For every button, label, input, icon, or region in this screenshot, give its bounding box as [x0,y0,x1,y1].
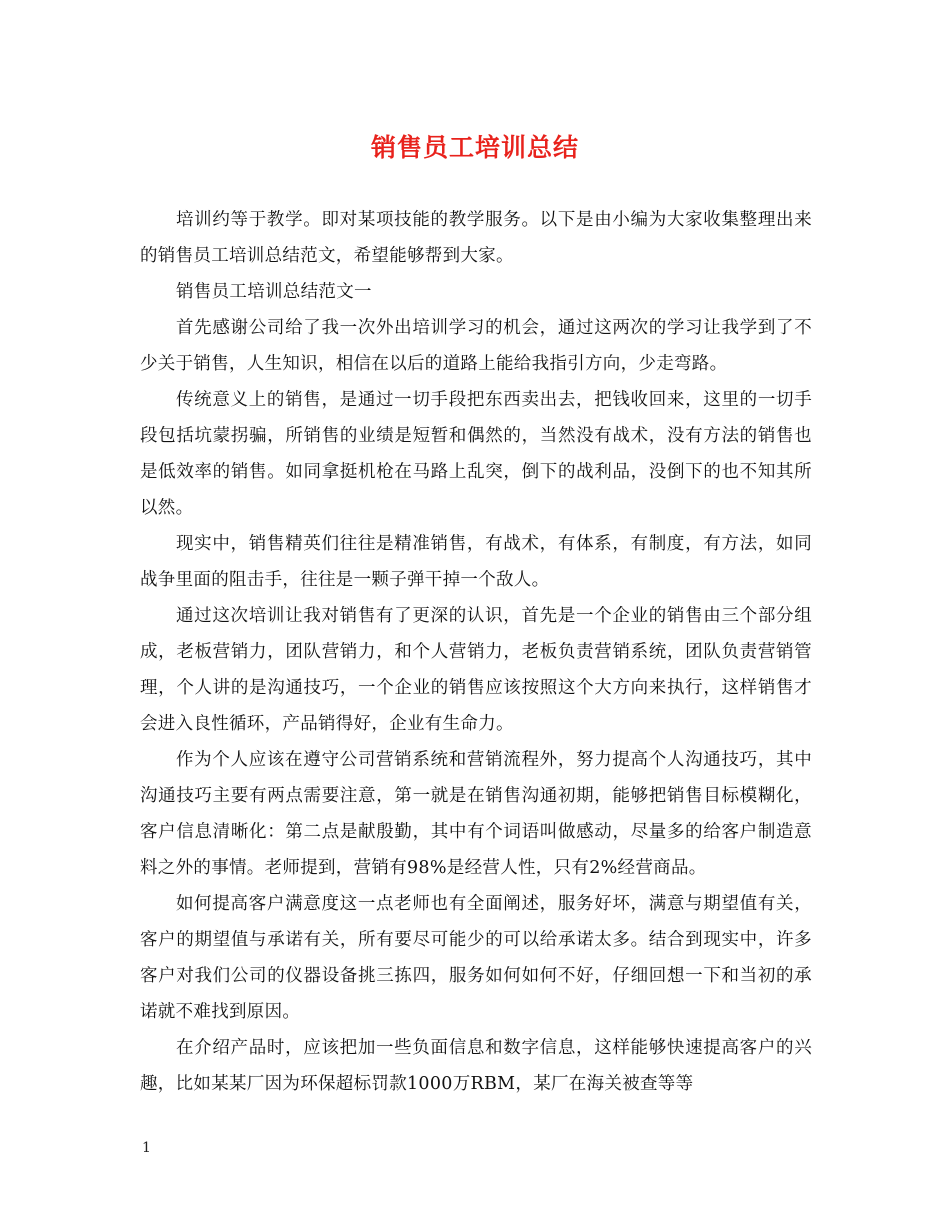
paragraph: 通过这次培训让我对销售有了更深的认识，首先是一个企业的销售由三个部分组成，老板营销力，团队营销力，和个人营销力，老板负责营销系统，团队负责营销管理，个人讲的是沟通技巧，一个企业的销售应该按照这个大方向来执行，这样销售才会进入良性循环，产品销得好，企业有生命力。 [140,606,812,734]
paragraph: 首先感谢公司给了我一次外出培训学习的机会，通过这两次的学习让我学到了不少关于销售，人生知识，相信在以后的道路上能给我指引方向，少走弯路。 [140,318,812,374]
section-heading: 销售员工培训总结范文一 [176,282,372,302]
paragraph: 在介绍产品时，应该把加一些负面信息和数字信息，这样能够快速提高客户的兴趣，比如某某厂因为环保超标罚款1000万RBM，某厂在海关被查等等 [140,1038,812,1094]
paragraph: 现实中，销售精英们往往是精准销售，有战术，有体系，有制度，有方法，如同战争里面的阻击手，往往是一颗子弹干掉一个敌人。 [140,534,812,590]
paragraph: 作为个人应该在遵守公司营销系统和营销流程外，努力提高个人沟通技巧，其中沟通技巧主要有两点需要注意，第一就是在销售沟通初期，能够把销售目标模糊化，客户信息清晰化：第二点是献殷勤，其中有个词语叫做感动，尽量多的给客户制造意料之外的事情。老师提到，营销有98%是经营人性，只有2%经营商品。 [140,750,812,878]
document-body [140,202,812,1102]
paragraph: 传统意义上的销售，是通过一切手段把东西卖出去，把钱收回来，这里的一切手段包括坑蒙拐骗，所销售的业绩是短暂和偶然的，当然没有战术，没有方法的销售也是低效率的销售。如同拿挺机枪在马路上乱突，倒下的战利品，没倒下的也不知其所以然。 [140,390,812,518]
paragraph: 如何提高客户满意度这一点老师也有全面阐述，服务好坏，满意与期望值有关，客户的期望值与承诺有关，所有要尽可能少的可以给承诺太多。结合到现实中，许多客户对我们公司的仪器设备挑三拣四，服务如何如何不好，仔细回想一下和当初的承诺就不难找到原因。 [140,894,812,1022]
paragraph-intro: 培训约等于教学。即对某项技能的教学服务。以下是由小编为大家收集整理出来的销售员工培训总结范文，希望能够帮到大家。 [140,210,812,266]
page-title: 销售员工培训总结 [370,133,579,162]
page-number: 1 [142,1140,151,1156]
